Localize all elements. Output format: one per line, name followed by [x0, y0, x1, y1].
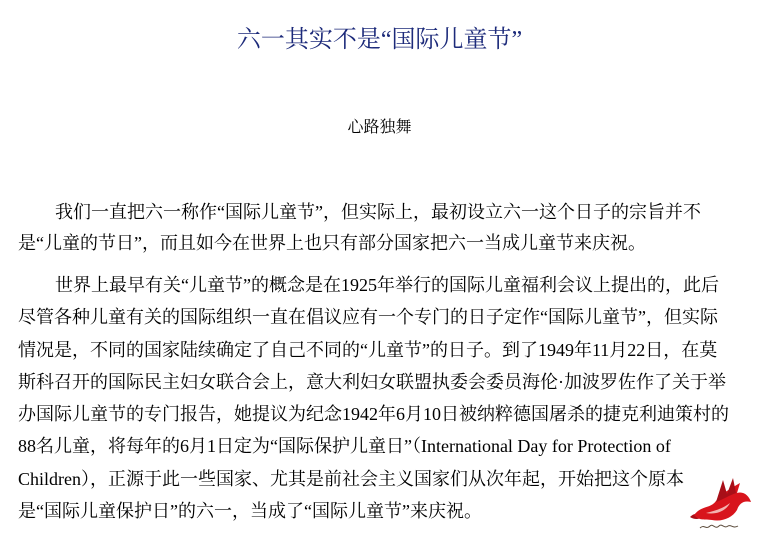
- article-title: 六一其实不是“国际儿童节”: [236, 27, 523, 53]
- paragraph-line: 世界上最早有关“儿童节”的概念是在1925年举行的国际儿童福利会议上提出的，此后: [55, 275, 719, 295]
- paragraph-line: 是“儿童的节日”，而且如今在世界上也只有部分国家把六一当成儿童节来庆祝。: [18, 233, 646, 253]
- paragraph-line: 88名儿童，将每年的6月1日定为“国际保护儿童日”（International Day for Protection of: [18, 436, 671, 457]
- paragraph-line: 办国际儿童节的专门报告，她提议为纪念1942年6月10日被纳粹德国屠杀的捷克利迪策村的: [18, 404, 729, 425]
- paragraph-line: 尽管各种儿童有关的国际组织一直在倡议应有一个专门的日子定作“国际儿童节”，但实际: [18, 307, 718, 328]
- paragraph-1: [18, 197, 741, 259]
- paragraph-line: 斯科召开的国际民主妇女联合会上，意大利妇女联盟执委会委员海伦·加波罗佐作了关于举: [18, 371, 726, 392]
- paragraph-line: Children），正源于此一些国家、尤其是前社会主义国家们从次年起，开始把这个原本: [18, 468, 684, 489]
- paragraph-line: 是“国际儿童保护日”的六一，当成了“国际儿童节”来庆祝。: [18, 501, 482, 522]
- article-author: 心路独舞: [347, 119, 412, 136]
- logo-signature-scribble: [700, 525, 738, 528]
- dragon-eye: [741, 487, 744, 490]
- paragraph-line: 情况是，不同的国家陆续确定了自己不同的“儿童节”的日子。到了1949年11月22日，在莫: [18, 339, 718, 360]
- paragraph-line: 我们一直把六一称作“国际儿童节”，但实际上，最初设立六一这个日子的宗旨并不: [55, 202, 701, 222]
- dragon-logo-icon: [686, 475, 754, 533]
- paragraph-2: [18, 269, 741, 527]
